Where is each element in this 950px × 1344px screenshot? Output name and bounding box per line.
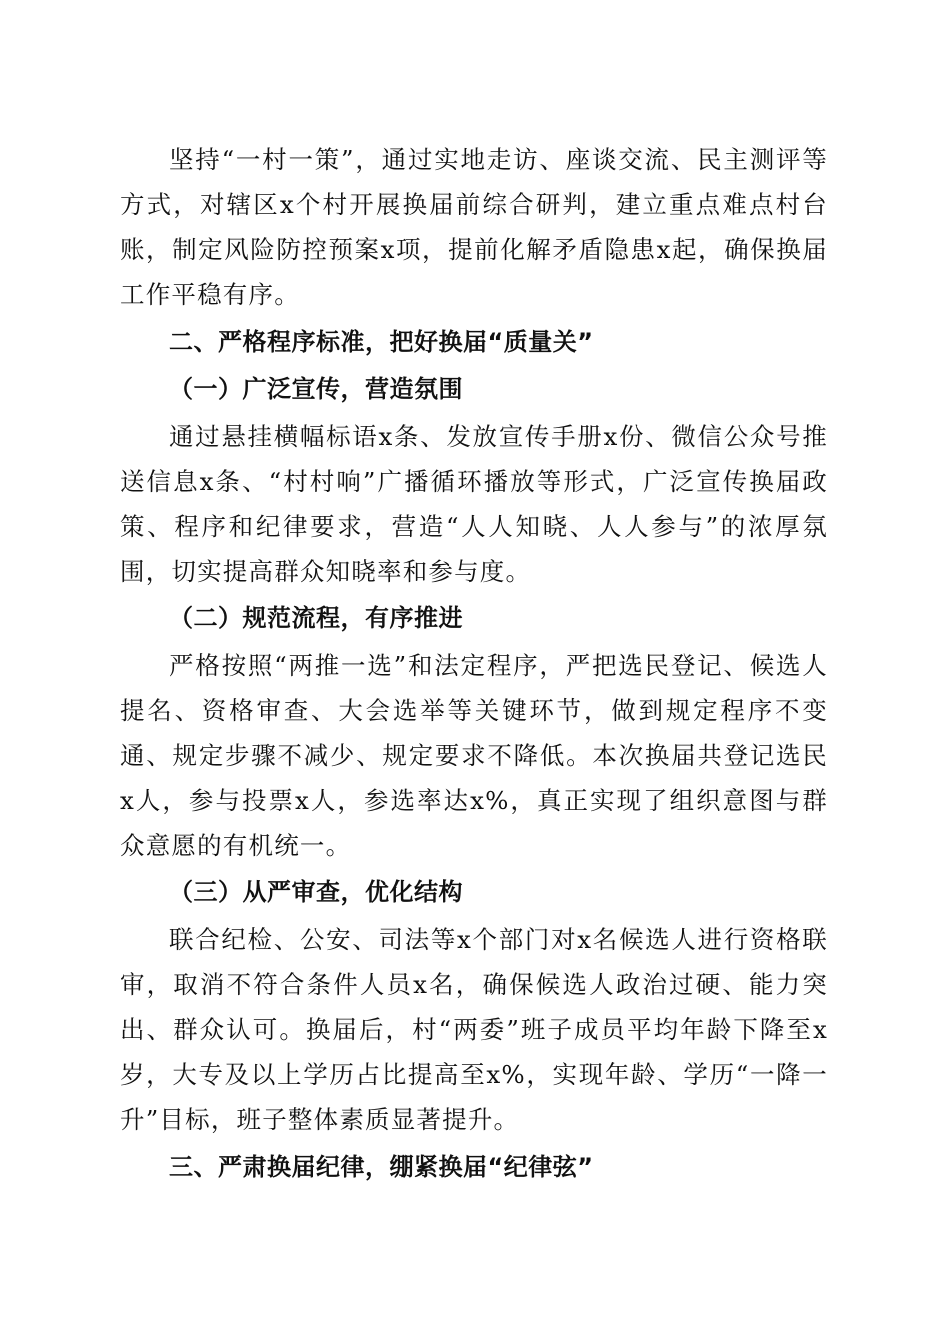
subheading-review: （三）从严审查，优化结构 <box>169 878 463 906</box>
subheading-process: （二）规范流程，有序推进 <box>169 604 463 632</box>
paragraph-publicity: 通过悬挂横幅标语x条、发放宣传手册x份、微信公众号推送信息x条、“村村响”广播循环播放等形式，广泛宣传换届政策、程序和纪律要求，营造“人人知晓、人人参与”的浓厚氛围，切实提高群众知晓率和参与度。 <box>120 422 828 586</box>
document-page <box>120 137 828 1190</box>
paragraph-risk-assessment: 坚持“一村一策”，通过实地走访、座谈交流、民主测评等方式，对辖区x个村开展换届前综合研判，建立重点难点村台账，制定风险防控预案x项，提前化解矛盾隐患x起，确保换届工作平稳有序。 <box>120 145 828 309</box>
paragraph-review: 联合纪检、公安、司法等x个部门对x名候选人进行资格联审，取消不符合条件人员x名，确保候选人政治过硬、能力突出、群众认可。换届后，村“两委”班子成员平均年龄下降至x岁，大专及以上学历占比提高至x%，实现年龄、学历“一降一升”目标，班子整体素质显著提升。 <box>120 925 828 1134</box>
paragraph-process: 严格按照“两推一选”和法定程序，严把选民登记、候选人提名、资格审查、大会选举等关键环节，做到规定程序不变通、规定步骤不减少、规定要求不降低。本次换届共登记选民x人，参与投票x人，参选率达x%，真正实现了组织意图与群众意愿的有机统一。 <box>120 651 828 860</box>
section-heading-procedure: 二、严格程序标准，把好换届“质量关” <box>169 328 594 356</box>
subheading-publicity: （一）广泛宣传，营造氛围 <box>169 375 463 403</box>
section-heading-discipline: 三、严肃换届纪律，绷紧换届“纪律弦” <box>169 1153 594 1181</box>
